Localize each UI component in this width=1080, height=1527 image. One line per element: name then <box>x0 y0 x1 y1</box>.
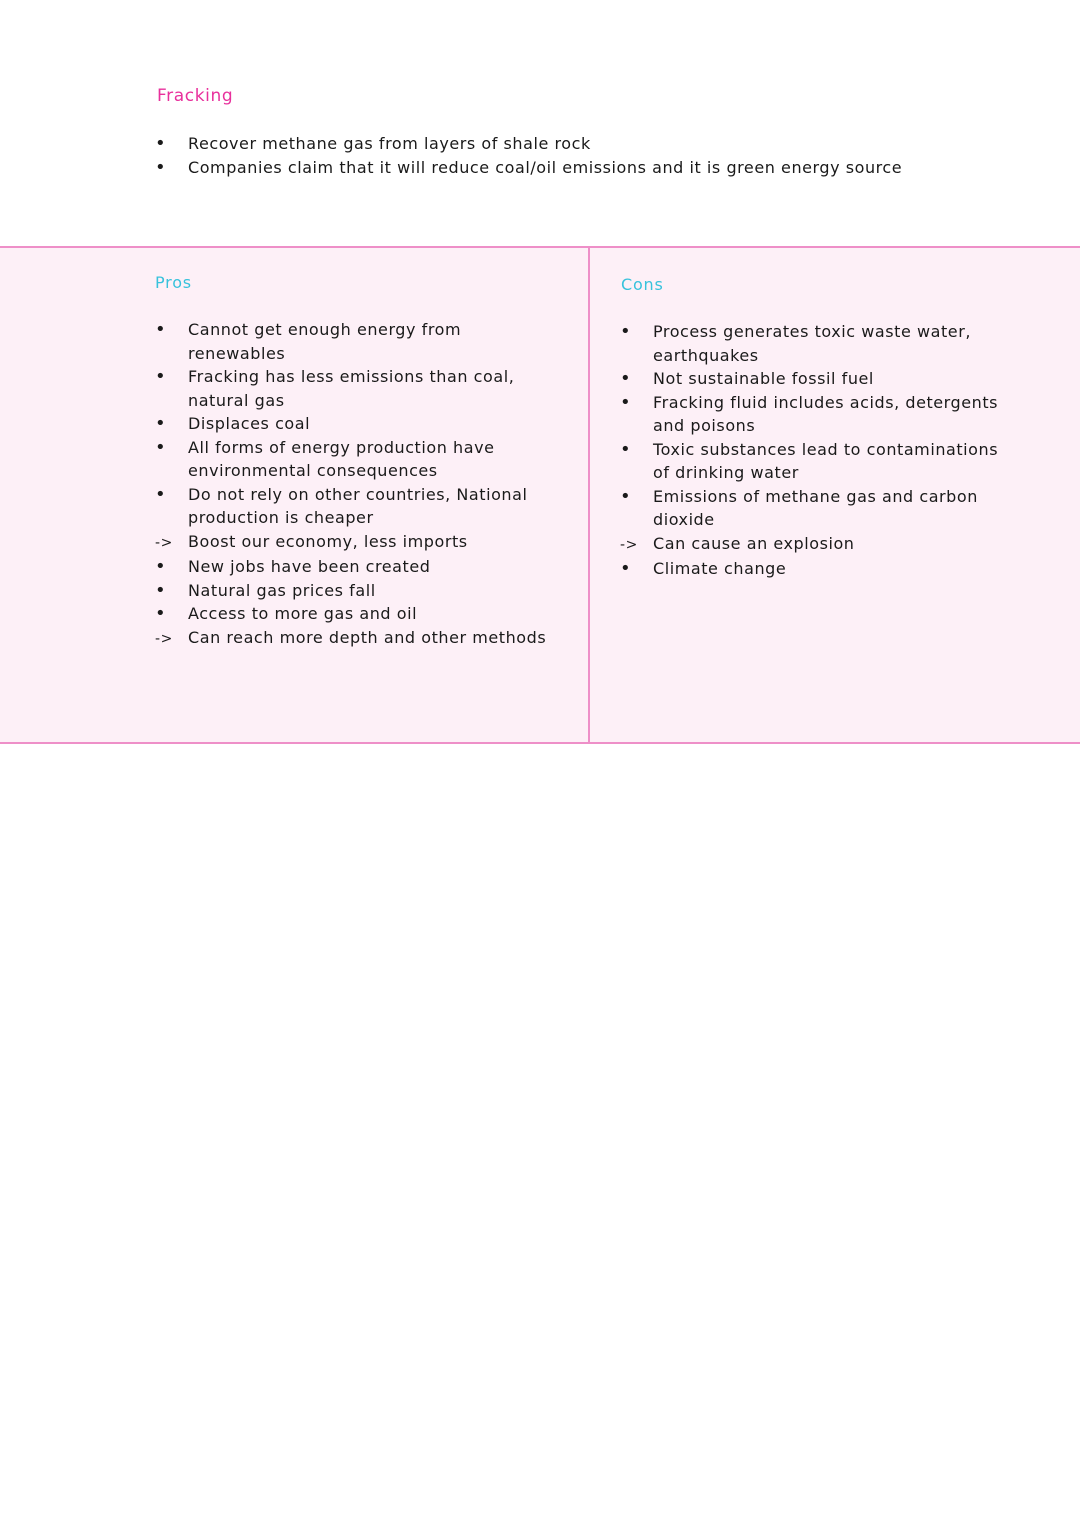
cons-list <box>620 320 998 581</box>
arrow-icon: -> <box>620 536 638 553</box>
list-item <box>620 367 998 391</box>
bullet-icon: • <box>620 438 632 460</box>
list-item <box>620 485 998 532</box>
page-title: Fracking <box>157 86 234 106</box>
column-divider <box>588 248 590 742</box>
list-item-text: Toxic substances lead to contaminations of drinking water <box>653 439 999 482</box>
arrow-icon: -> <box>155 630 173 647</box>
list-item-text: Natural gas prices fall <box>188 580 376 600</box>
list-item-text: Not sustainable fossil fuel <box>653 369 874 388</box>
list-item <box>155 412 546 436</box>
list-item-text: Climate change <box>653 559 787 578</box>
list-item <box>620 320 998 367</box>
list-item <box>155 555 546 579</box>
bullet-icon: • <box>620 321 632 342</box>
bullet-icon: • <box>620 368 632 389</box>
list-item <box>620 557 998 581</box>
list-item <box>620 391 998 438</box>
list-item-text: Boost our economy, less imports <box>188 531 468 551</box>
list-item-text: Cannot get enough energy from renewables <box>188 320 462 363</box>
list-item <box>155 436 546 483</box>
list-item <box>155 132 902 156</box>
list-item <box>155 365 546 412</box>
pros-cons-table <box>0 246 1080 744</box>
intro-list <box>155 132 902 179</box>
list-item-text: Displaces coal <box>188 414 311 433</box>
arrow-icon: -> <box>155 534 173 551</box>
bullet-icon: • <box>155 603 167 624</box>
list-item-text: Do not rely on other countries, National production is cheaper <box>188 484 528 527</box>
bullet-icon: • <box>620 391 632 413</box>
bullet-icon: • <box>155 413 167 434</box>
list-item-text: Fracking has less emissions than coal, natural gas <box>188 367 515 410</box>
list-item-text: Access to more gas and oil <box>188 604 418 623</box>
cons-heading: Cons <box>621 275 664 294</box>
bullet-icon: • <box>155 483 167 505</box>
list-item <box>155 602 546 626</box>
bullet-icon: • <box>155 319 167 340</box>
list-item-text: Recover methane gas from layers of shale rock <box>188 134 591 153</box>
bullet-icon: • <box>620 485 632 507</box>
list-item-text: Can cause an explosion <box>653 533 855 553</box>
list-item <box>155 579 546 603</box>
list-item <box>155 318 546 365</box>
bullet-icon: • <box>155 436 167 458</box>
list-item <box>620 438 998 485</box>
list-item-text: Process generates toxic waste water, earthquakes <box>653 322 971 365</box>
bullet-icon: • <box>620 558 632 579</box>
list-item <box>155 626 546 652</box>
list-item <box>155 483 546 530</box>
pros-heading: Pros <box>155 273 192 292</box>
list-item-text: Companies claim that it will reduce coal/oil emissions and it is green energy source <box>188 157 903 177</box>
bullet-icon: • <box>155 366 167 387</box>
list-item <box>155 530 546 556</box>
pros-list <box>155 318 546 651</box>
list-item <box>620 532 998 558</box>
list-item <box>155 156 902 180</box>
list-item-text: Can reach more depth and other methods <box>188 627 547 647</box>
bullet-icon: • <box>155 579 167 601</box>
list-item-text: New jobs have been created <box>188 557 431 576</box>
bullet-icon: • <box>155 156 167 178</box>
list-item-text: Fracking fluid includes acids, detergents and poisons <box>653 392 999 435</box>
list-item-text: All forms of energy production have environmental consequences <box>188 437 495 480</box>
bullet-icon: • <box>155 133 167 154</box>
list-item-text: Emissions of methane gas and carbon dioxide <box>653 486 978 529</box>
bullet-icon: • <box>155 556 167 577</box>
